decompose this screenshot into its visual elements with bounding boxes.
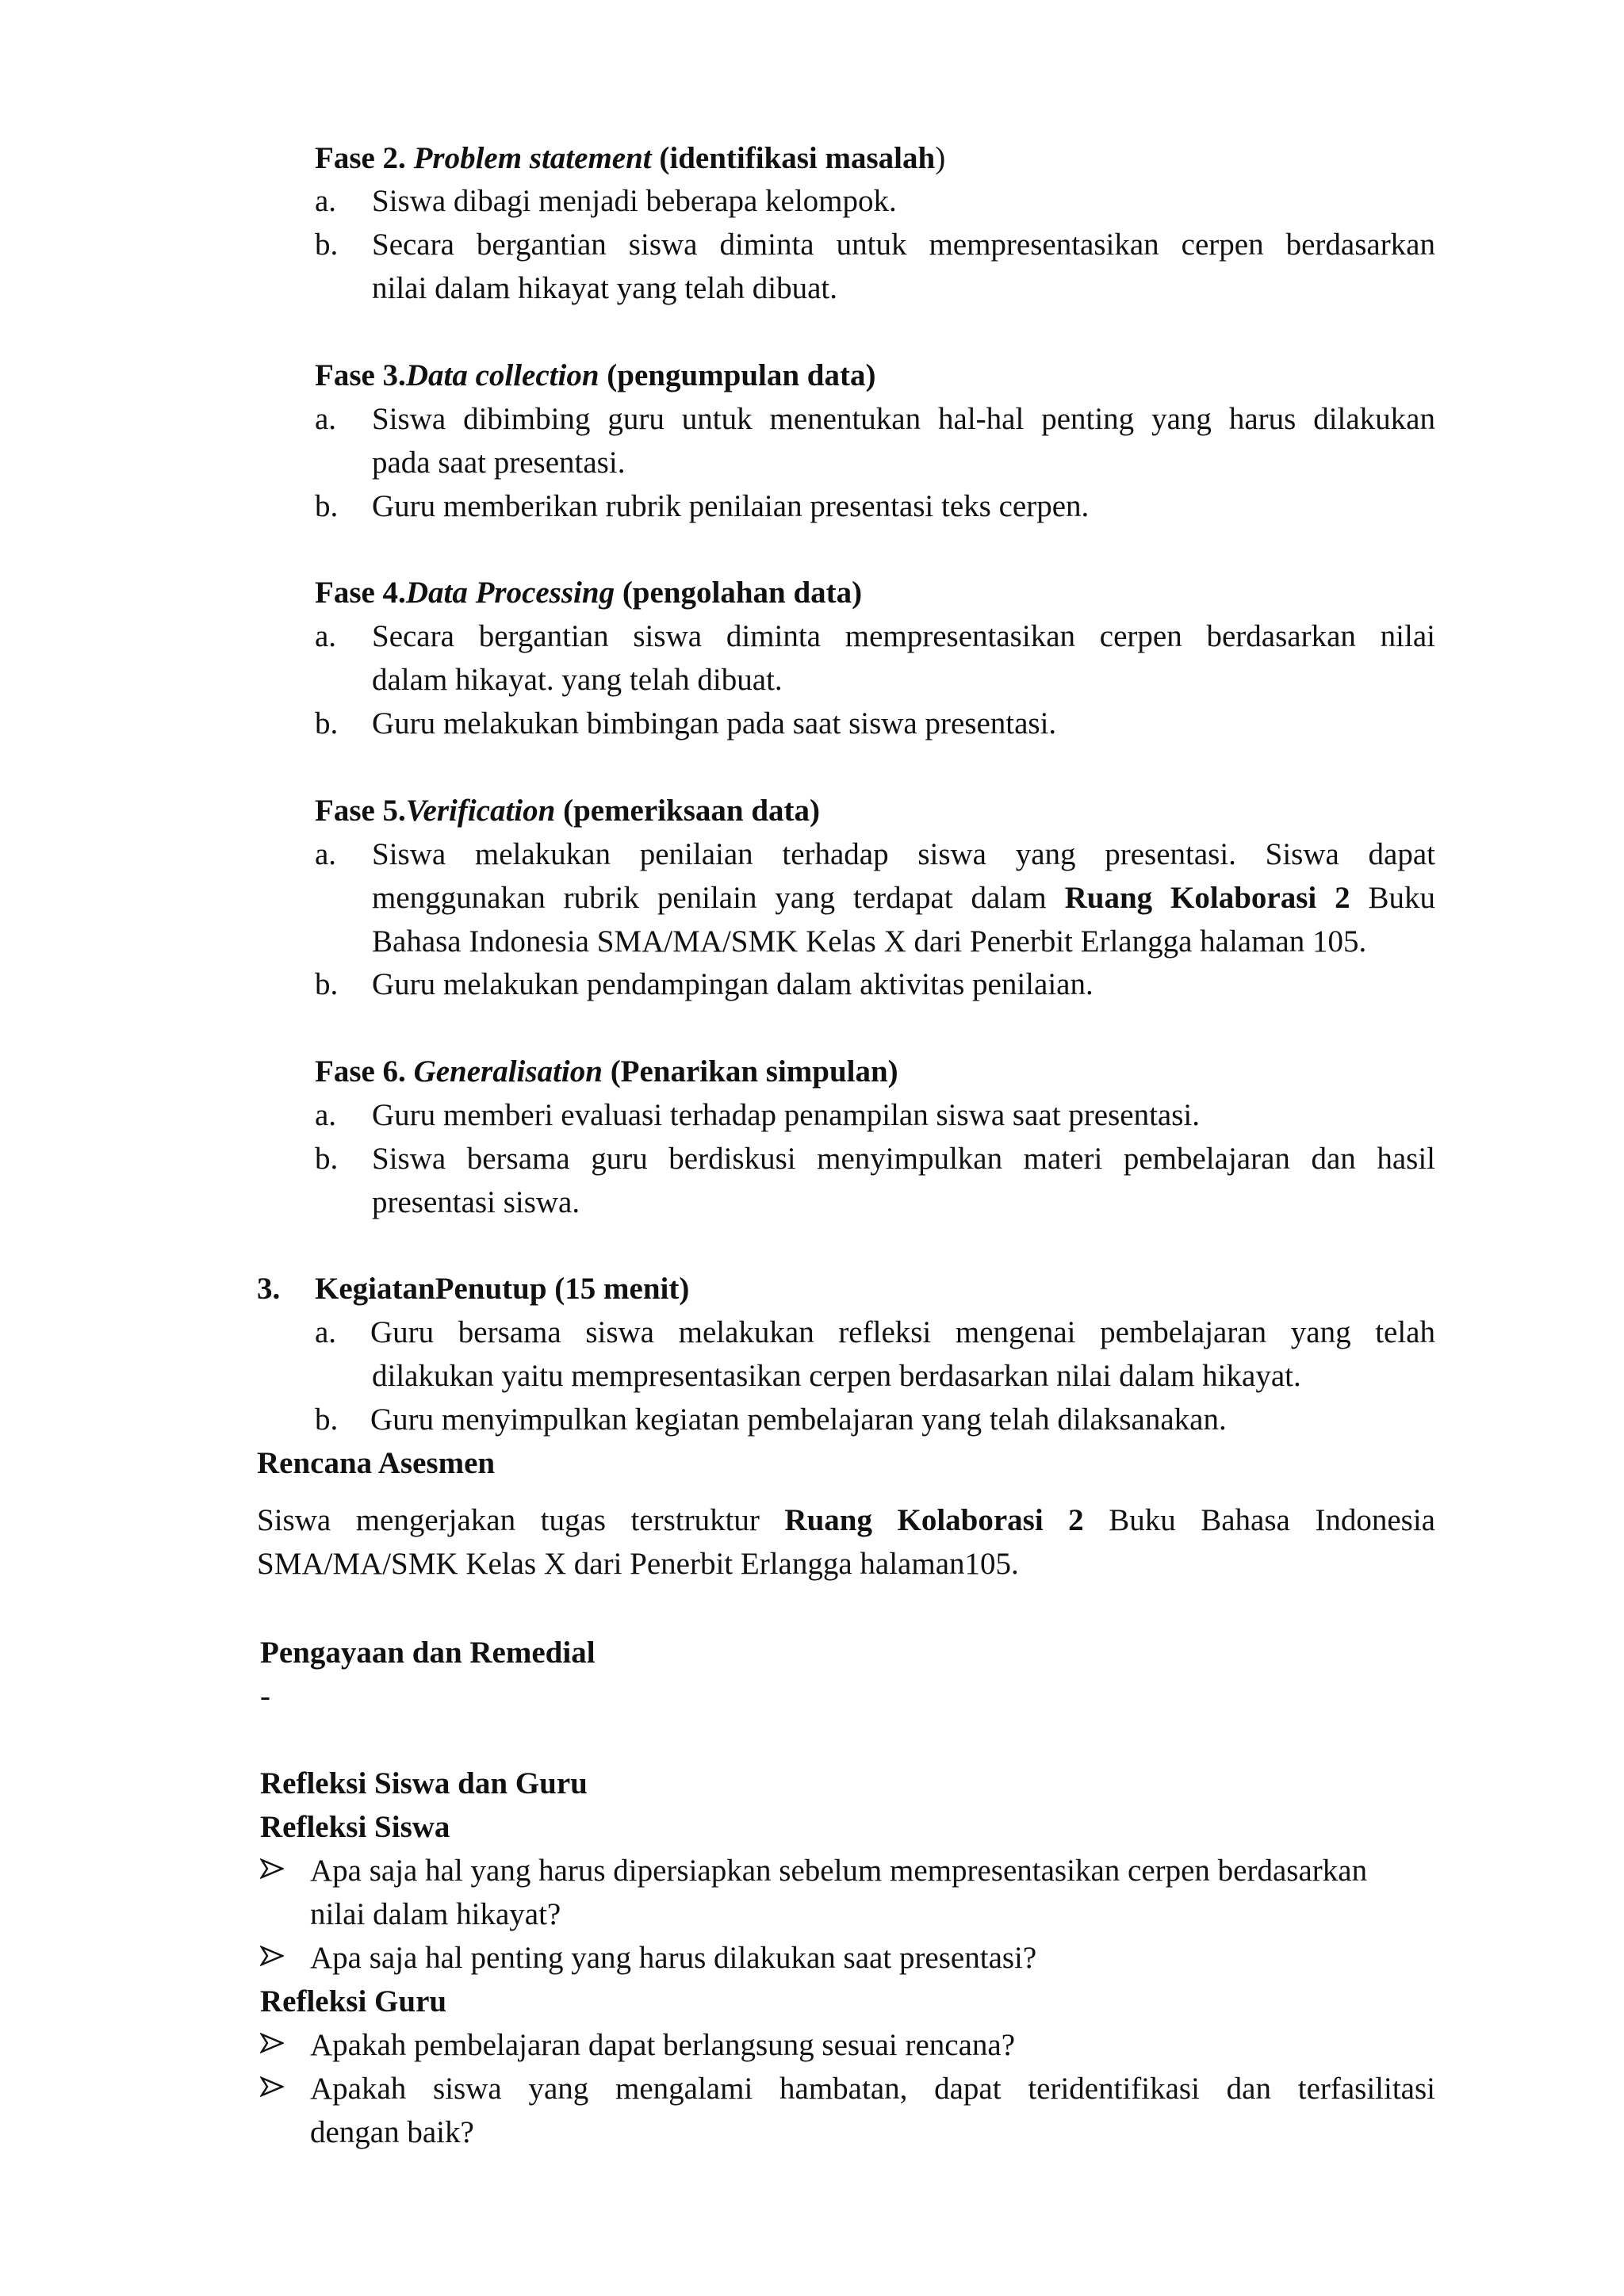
fase5-item-a-line3: Bahasa Indonesia SMA/MA/SMK Kelas X dari Penerbit Erlangga halaman 105. — [372, 924, 1367, 959]
pengayaan-heading: Pengayaan dan Remedial — [260, 1636, 596, 1670]
asesmen-line2: SMA/MA/SMK Kelas X dari Penerbit Erlangga halaman105. — [257, 1547, 1019, 1581]
fase4-item-a-line2: dalam hikayat. yang telah dibuat. — [372, 663, 783, 697]
penutup-item-a-line1: Guru bersama siswa melakukan refleksi mengenai pembelajaran yang telah — [370, 1315, 1435, 1349]
fase2-item-b-line1: Secara bergantian siswa diminta untuk mempresentasikan cerpen berdasarkan — [372, 228, 1435, 262]
refleksi-guru-item1-line1: Apakah pembelajaran dapat berlangsung sesuai rencana? — [310, 2028, 1016, 2062]
asesmen-line1 — [257, 1505, 1435, 1536]
fase2-item-a-marker: a. — [315, 184, 337, 218]
fase2-item-b-marker: b. — [315, 228, 339, 262]
fase2-term: Problem statement — [413, 141, 652, 175]
fase3-item-b-marker: b. — [315, 489, 339, 523]
fase3-term: Data collection — [405, 358, 599, 392]
fase5-item-a-line2-pre: menggunakan rubrik penilain yang terdapat dalam — [372, 881, 1065, 915]
arrow-bullet-icon — [260, 2031, 284, 2055]
fase2-prefix: Fase 2. — [315, 141, 414, 175]
penutup-number: 3. — [257, 1272, 281, 1306]
fase6-prefix: Fase 6. — [315, 1054, 414, 1089]
fase4-item-b-marker: b. — [315, 706, 339, 740]
fase6-paren: (Penarikan simpulan) — [602, 1054, 898, 1089]
fase5-item-a-line2-bold: Ruang Kolaborasi 2 — [1064, 881, 1350, 915]
fase3-heading — [315, 360, 875, 391]
penutup-item-a-marker: a. — [315, 1315, 337, 1349]
fase6-item-b-line1: Siswa bersama guru berdiskusi menyimpulkan materi pembelajaran dan hasil — [372, 1142, 1435, 1176]
asesmen-line1-bold: Ruang Kolaborasi 2 — [784, 1503, 1084, 1537]
penutup-title: KegiatanPenutup (15 menit) — [315, 1272, 690, 1306]
fase5-term: Verification — [405, 794, 556, 828]
arrow-bullet-icon — [260, 2075, 284, 2099]
pengayaan-content: - — [260, 1679, 270, 1713]
refleksi-guru-item2-line2: dengan baik? — [310, 2115, 474, 2149]
fase3-item-a-marker: a. — [315, 402, 337, 436]
asesmen-line1-pre: Siswa mengerjakan tugas terstruktur — [257, 1503, 785, 1537]
fase5-item-a-marker: a. — [315, 837, 337, 871]
fase4-item-a-marker: a. — [315, 619, 337, 653]
fase4-item-b-line1: Guru melakukan bimbingan pada saat siswa presentasi. — [372, 706, 1057, 740]
fase4-paren: (pengolahan data) — [615, 576, 863, 610]
fase3-item-b-line1: Guru memberikan rubrik penilaian presentasi teks cerpen. — [372, 489, 1090, 523]
asesmen-line1-post: Buku Bahasa Indonesia — [1083, 1503, 1435, 1537]
arrow-bullet-icon — [260, 1944, 284, 1968]
fase5-item-b-marker: b. — [315, 967, 339, 1001]
penutup-item-b-line1: Guru menyimpulkan kegiatan pembelajaran yang telah dilaksanakan. — [370, 1402, 1227, 1437]
fase5-heading — [315, 795, 820, 826]
fase3-paren: (pengumpulan data) — [599, 358, 876, 392]
fase6-heading — [315, 1056, 898, 1087]
arrow-bullet-icon — [260, 1857, 284, 1881]
penutup-item-a-line2: dilakukan yaitu mempresentasikan cerpen berdasarkan nilai dalam hikayat. — [372, 1359, 1301, 1393]
fase4-term: Data Processing — [405, 576, 615, 610]
fase5-paren: (pemeriksaan data) — [555, 794, 820, 828]
fase2-item-b-line2: nilai dalam hikayat yang telah dibuat. — [372, 271, 837, 305]
fase4-item-a-line1: Secara bergantian siswa diminta mempresentasikan cerpen berdasarkan nilai — [372, 619, 1435, 653]
fase3-prefix: Fase 3. — [315, 358, 406, 392]
fase6-item-b-line2: presentasi siswa. — [372, 1185, 580, 1219]
refleksi-siswa-item2-line1: Apa saja hal penting yang harus dilakukan saat presentasi? — [310, 1941, 1037, 1975]
fase2-item-a-line1: Siswa dibagi menjadi beberapa kelompok. — [372, 184, 897, 218]
refleksi-siswa-heading: Refleksi Siswa — [260, 1810, 450, 1844]
penutup-item-b-marker: b. — [315, 1402, 339, 1437]
refleksi-siswa-item1-line1: Apa saja hal yang harus dipersiapkan sebelum mempresentasikan cerpen berdasarkan — [310, 1854, 1368, 1888]
fase4-heading — [315, 577, 862, 608]
fase5-item-a-line2-post: Buku — [1350, 881, 1435, 915]
fase5-item-a-line1: Siswa melakukan penilaian terhadap siswa yang presentasi. Siswa dapat — [372, 837, 1435, 871]
fase3-item-a-line1: Siswa dibimbing guru untuk menentukan hal-hal penting yang harus dilakukan — [372, 402, 1435, 436]
fase6-item-a-line1: Guru memberi evaluasi terhadap penampilan siswa saat presentasi. — [372, 1098, 1200, 1132]
asesmen-heading: Rencana Asesmen — [257, 1446, 496, 1480]
fase5-item-b-line1: Guru melakukan pendampingan dalam aktivitas penilaian. — [372, 967, 1094, 1001]
refleksi-heading: Refleksi Siswa dan Guru — [260, 1766, 588, 1800]
fase6-term: Generalisation — [413, 1054, 603, 1089]
refleksi-guru-item2-line1: Apakah siswa yang mengalami hambatan, dapat teridentifikasi dan terfasilitasi — [310, 2072, 1435, 2106]
refleksi-guru-heading: Refleksi Guru — [260, 1984, 447, 2019]
fase2-paren: (identifikasi masalah — [651, 141, 936, 175]
fase4-prefix: Fase 4. — [315, 576, 406, 610]
fase5-item-a-line2 — [372, 882, 1435, 913]
fase2-close: ) — [935, 141, 946, 175]
fase6-item-a-marker: a. — [315, 1098, 337, 1132]
fase2-heading — [315, 143, 945, 174]
refleksi-siswa-item1-line2: nilai dalam hikayat? — [310, 1897, 561, 1931]
fase5-prefix: Fase 5. — [315, 794, 406, 828]
fase6-item-b-marker: b. — [315, 1142, 339, 1176]
fase3-item-a-line2: pada saat presentasi. — [372, 446, 626, 480]
